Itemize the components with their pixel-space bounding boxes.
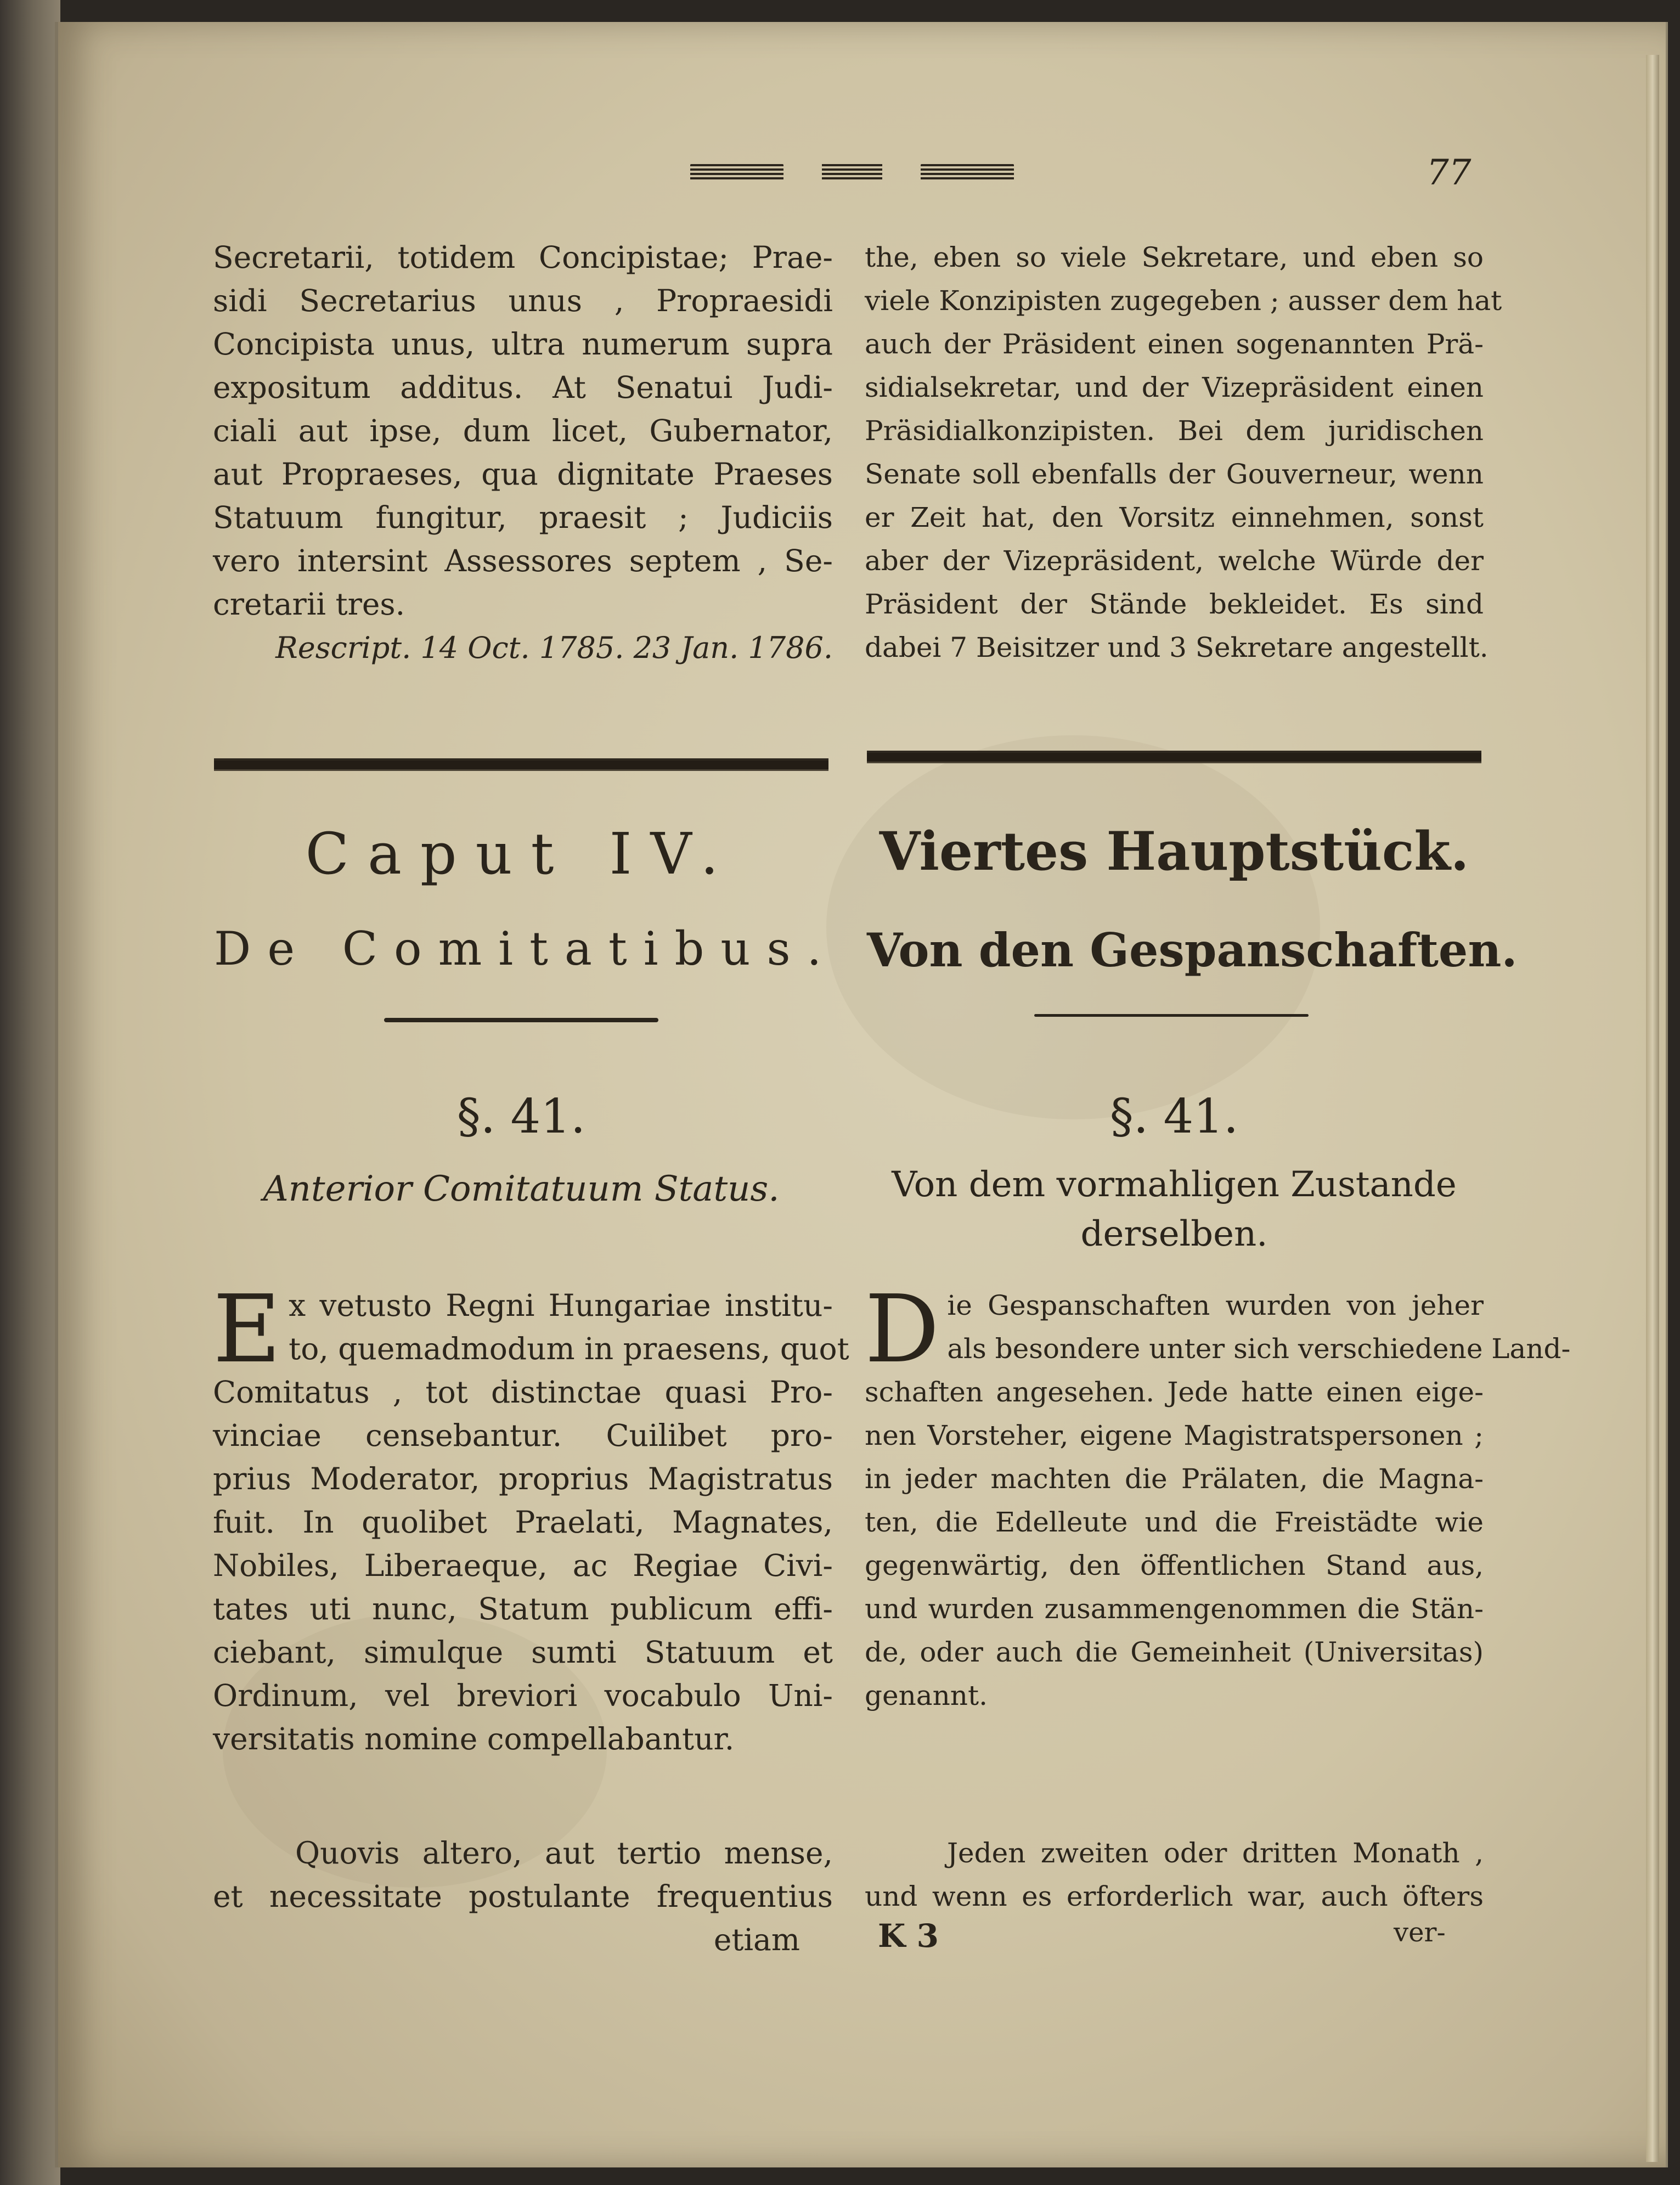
text-line: de, oder auch die Gemeinheit (Universitas) [865,1636,1484,1668]
text-line: und wurden zusammengenommen die Stän- [865,1593,1484,1625]
text-line: Senate soll ebenfalls der Gouverneur, wenn [865,458,1484,490]
text-line: ciali aut ipse, dum licet, Gubernator, [213,413,833,448]
dropcap-letter: D [865,1275,940,1384]
section-divider-rule-left [214,758,828,771]
text-line: dabei 7 Beisitzer und 3 Sekretare angestellt. [865,632,1489,663]
latin-chapter-heading: Caput IV. [305,820,737,887]
text-line: Präsident der Stände bekleidet. Es sind [865,588,1484,620]
text-line: et necessitate postulante frequentius [213,1879,833,1914]
text-line: ie Gespanschaften wurden von jeher [947,1289,1484,1321]
text-line: sidi Secretarius unus , Propraesidi [213,283,833,318]
text-line: schaften angesehen. Jede hatte einen eige- [865,1376,1484,1408]
text-line: Ordinum, vel breviori vocabulo Uni- [213,1678,833,1713]
signature-mark: K 3 [878,1917,939,1955]
text-line: Secretarii, totidem Concipistae; Prae- [213,240,833,275]
text-line: x vetusto Regni Hungariae institu- [289,1288,833,1323]
text-line: Quovis altero, aut tertio mense, [295,1835,833,1871]
german-catchword: ver- [1394,1917,1446,1948]
catchword: etiam [713,1922,800,1957]
german-section-number: §. 41. [1109,1089,1239,1144]
text-line: nen Vorsteher, eigene Magistratspersonen ; [865,1420,1484,1451]
text-line: als besondere unter sich verschiedene Land- [947,1333,1571,1365]
ornament-center [822,164,882,181]
section-divider-rule-right [867,751,1481,763]
rescript-citation: Rescript. 14 Oct. 1785. 23 Jan. 1786. [275,630,833,665]
german-section-title-line-1: Von dem vormahligen Zustande [892,1164,1457,1205]
text-line: aut Propraeses, qua dignitate Praeses [213,457,833,492]
text-line: Comitatus , tot distinctae quasi Pro- [213,1375,833,1410]
text-line: genannt. [865,1680,988,1711]
text-line: sidialsekretar, und der Vizepräsident einen [865,371,1484,403]
ornament-rule-right [1034,1014,1309,1017]
german-top-paragraph [865,236,1502,669]
latin-section-number: §. 41. [456,1089,586,1144]
text-line: Statuum fungitur, praesit ; Judiciis [213,500,833,535]
header-ornament [690,160,1014,184]
text-line: vinciae censebantur. Cuilibet pro- [213,1418,833,1453]
text-line: the, eben so viele Sekretare, und eben so [865,241,1484,273]
german-paragraph-2 [865,1832,1484,1918]
text-line: ciebant, simulque sumti Statuum et [213,1635,833,1670]
latin-section-title: Anterior Comitatuum Status. [263,1169,780,1209]
text-line: expositum additus. At Senatui Judi- [213,370,833,405]
text-line: versitatis nomine compellabantur. [213,1721,735,1756]
text-line: ten, die Edelleute und die Freistädte wie [865,1506,1484,1538]
ornament-bar-right [921,164,1014,181]
text-line: Nobiles, Liberaeque, ac Regiae Civi- [213,1548,833,1583]
german-chapter-subtitle: Von den Gespanschaften. [867,923,1518,977]
text-line: cretarii tres. [213,587,405,622]
text-line: und wenn es erforderlich war, auch öfters [865,1880,1484,1912]
text-line: Jeden zweiten oder dritten Monath , [947,1837,1484,1869]
page-edge [1646,55,1659,2162]
book-binding [0,0,60,2185]
text-line: in jeder machten die Prälaten, die Magna- [865,1463,1484,1495]
text-line: auch der Präsident einen sogenannten Prä- [865,328,1484,360]
text-line: to, quemadmodum in praesens, quot [289,1331,849,1366]
text-line: er Zeit hat, den Vorsitz einnehmen, sonst [865,502,1484,533]
text-line: viele Konzipisten zugegeben ; ausser dem hat [865,285,1502,317]
text-line: aber der Vizepräsident, welche Würde der [865,545,1484,577]
dropcap-letter: E [213,1275,281,1384]
german-paragraph-1 [865,1275,1571,1717]
latin-paragraph-1 [213,1275,849,1761]
text-line: gegenwärtig, den öffentlichen Stand aus, [865,1550,1484,1581]
text-line: fuit. In quolibet Praelati, Magnates, [213,1505,833,1540]
latin-top-paragraph [213,236,833,669]
text-line: tates uti nunc, Statum publicum effi- [213,1591,833,1626]
german-section-title-line-2: derselben. [1080,1214,1268,1254]
latin-paragraph-2 [213,1832,833,1962]
page-number: 77 [1427,153,1472,193]
text-line: vero intersint Assessores septem , Se- [213,543,833,578]
text-line: Concipista unus, ultra numerum supra [213,326,833,362]
text-line: prius Moderator, proprius Magistratus [213,1461,833,1496]
german-chapter-heading: Viertes Hauptstück. [879,820,1469,882]
ornament-bar-left [690,164,783,181]
text-line: Präsidialkonzipisten. Bei dem juridischen [865,415,1484,447]
latin-chapter-subtitle: De Comitatibus. [214,922,838,976]
ornament-rule-left [384,1018,658,1022]
